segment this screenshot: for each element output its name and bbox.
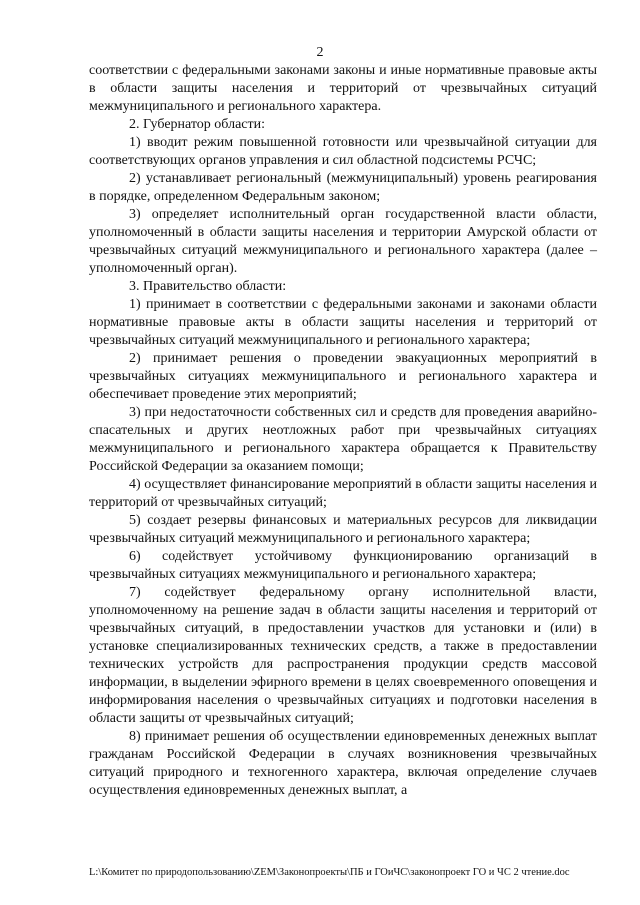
paragraph: 3) при недостаточности собственных сил и средств для проведения аварийно-спасательных и других неотложных работ при чрезвычайных ситуациях межмуниципального и регионального характера обращается к Правительству Российской Федерации за оказанием помощи; — [89, 405, 597, 474]
paragraph: 2) принимает решения о проведении эвакуационных мероприятий в чрезвычайных ситуациях межмуниципального и регионального характера и обеспечивает проведение этих мероприятий; — [89, 351, 597, 402]
paragraph: 5) создает резервы финансовых и материальных ресурсов для ликвидации чрезвычайных ситуаций межмуниципального и регионального характера; — [89, 513, 597, 546]
paragraph: 2) устанавливает региональный (межмуниципальный) уровень реагирования в порядке, определенном Федеральным законом; — [89, 171, 597, 204]
paragraph: 3. Правительство области: — [129, 279, 287, 294]
footer-file-path: L:\Комитет по природопользованию\ZEM\Законопроекты\ПБ и ГОиЧС\законопроект ГО и ЧС 2 чтение.doc — [89, 867, 570, 878]
paragraph: 3) определяет исполнительный орган государственной власти области, уполномоченный в области защиты населения и территории Амурской области от чрезвычайных ситуаций межмуниципального и регионального характера (далее – уполномоченный орган). — [89, 207, 597, 276]
paragraph: 4) осуществляет финансирование мероприятий в области защиты населения и территорий от чрезвычайных ситуаций; — [89, 477, 597, 510]
paragraph: 8) принимает решения об осуществлении единовременных денежных выплат гражданам Российской Федерации в случаях возникновения чрезвычайных ситуаций природного и техногенного характера, включая определение случаев осуществления единовременных денежных выплат, а — [89, 729, 597, 798]
paragraph: 1) вводит режим повышенной готовности или чрезвычайной ситуации для соответствующих органов управления и сил областной подсистемы РСЧС; — [89, 135, 597, 168]
paragraph: соответствии с федеральными законами законы и иные нормативные правовые акты в области защиты населения и территорий от чрезвычайных ситуаций межмуниципального и регионального характера. — [89, 63, 597, 114]
document-body — [89, 62, 597, 800]
paragraph: 6) содействует устойчивому функционированию организаций в чрезвычайных ситуациях межмуниципального и регионального характера; — [89, 549, 597, 582]
paragraph: 2. Губернатор области: — [129, 117, 265, 132]
paragraph: 1) принимает в соответствии с федеральными законами и законами области нормативные правовые акты в области защиты населения и территорий от чрезвычайных ситуаций межмуниципального и регионального характера; — [89, 297, 597, 348]
page-number: 2 — [316, 45, 324, 60]
paragraph: 7) содействует федеральному органу исполнительной власти, уполномоченному на решение задач в области защиты населения и территорий от чрезвычайных ситуаций, в предоставлении участков для установки и (или) в установке специализированных технических средств, а также в предоставлении технических устройств для распространения продукции средств массовой информации, в выделении эфирного времени в целях своевременного оповещения и информирования населения о чрезвычайных ситуациях и подготовки населения в области защиты от чрезвычайных ситуаций; — [89, 585, 597, 726]
